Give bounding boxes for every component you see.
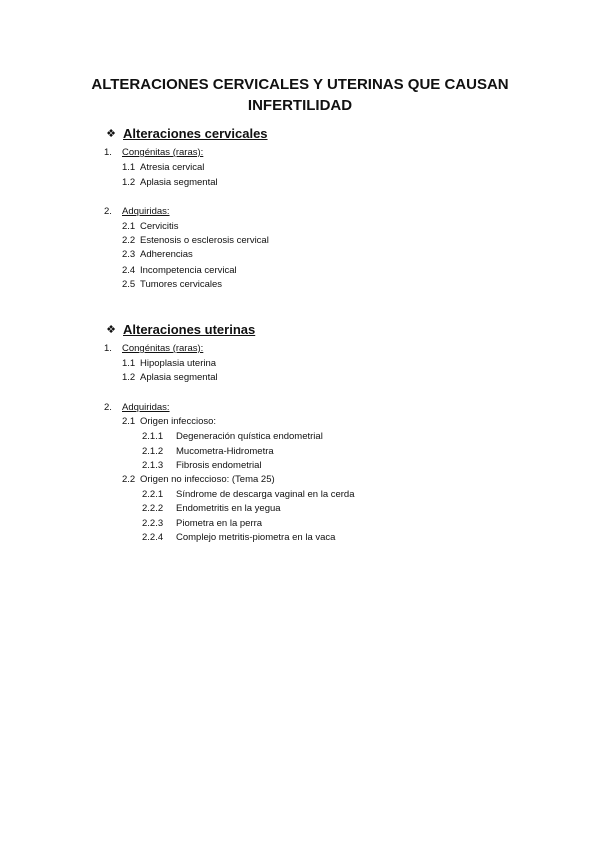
group-number: 1. bbox=[104, 343, 112, 354]
document-title bbox=[60, 74, 540, 116]
list-item: 1.1 Atresia cervical bbox=[122, 162, 205, 173]
diamond-bullet-icon: ❖ bbox=[106, 324, 116, 336]
group-label: Adquiridas: bbox=[122, 402, 170, 413]
list-item: 1.2 Aplasia segmental bbox=[122, 372, 218, 383]
group-label: Congénitas (raras): bbox=[122, 343, 204, 354]
group-number: 1. bbox=[104, 147, 112, 158]
section-heading-text: Alteraciones uterinas bbox=[123, 322, 256, 337]
list-item: 2.2.3 Piometra en la perra bbox=[142, 518, 263, 529]
title-line-1: ALTERACIONES CERVICALES Y UTERINAS QUE CAUSAN bbox=[91, 76, 509, 93]
list-item: 2.2.1 Síndrome de descarga vaginal en la cerda bbox=[142, 489, 355, 500]
list-item: 2.1.3 Fibrosis endometrial bbox=[142, 460, 262, 471]
title-line-2: INFERTILIDAD bbox=[247, 97, 353, 114]
list-item: 2.2 Origen no infeccioso: (Tema 25) bbox=[122, 474, 275, 485]
group-label: Congénitas (raras): bbox=[122, 147, 204, 158]
list-item: 2.1.1 Degeneración quística endometrial bbox=[142, 431, 323, 442]
list-item: 2.1 Origen infeccioso: bbox=[122, 416, 217, 427]
group-number: 2. bbox=[104, 206, 112, 217]
group-number: 2. bbox=[104, 402, 112, 413]
list-item: 2.4 Incompetencia cervical bbox=[122, 265, 237, 276]
section-heading-text: Alteraciones cervicales bbox=[123, 126, 268, 141]
section-heading-cervicales bbox=[105, 126, 268, 141]
list-item: 2.1.2 Mucometra-Hidrometra bbox=[142, 446, 274, 457]
list-item: 2.2 Estenosis o esclerosis cervical bbox=[122, 235, 269, 246]
list-item: 2.2.4 Complejo metritis-piometra en la vaca bbox=[142, 532, 336, 543]
list-item: 2.1 Cervicitis bbox=[122, 221, 179, 232]
list-item: 2.5 Tumores cervicales bbox=[122, 279, 223, 290]
section-heading-uterinas bbox=[105, 322, 255, 337]
list-item: 2.2.2 Endometritis en la yegua bbox=[142, 503, 281, 514]
list-item: 1.2 Aplasia segmental bbox=[122, 177, 218, 188]
diamond-bullet-icon: ❖ bbox=[106, 128, 116, 140]
list-item: 2.3 Adherencias bbox=[122, 249, 193, 260]
list-item: 1.1 Hipoplasia uterina bbox=[122, 358, 217, 369]
group-label: Adquiridas: bbox=[122, 206, 170, 217]
